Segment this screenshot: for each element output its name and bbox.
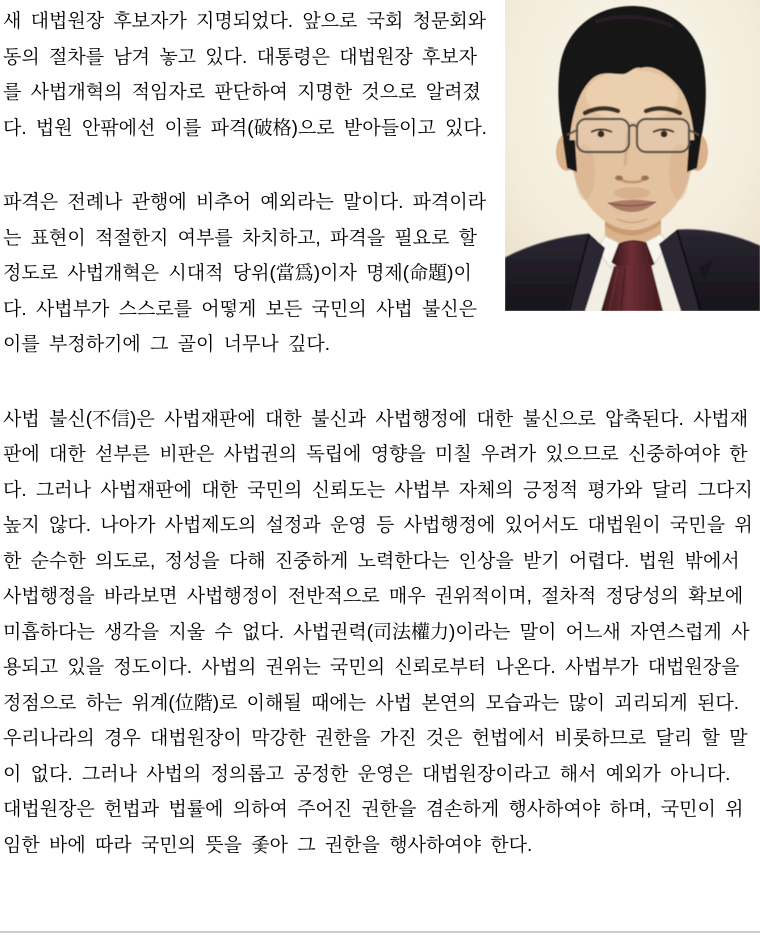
article-paragraph-1: 새 대법원장 후보자가 지명되었다. 앞으로 국회 청문회와 동의 절차를 남겨 놓고 있다. 대통령은 대법원장 후보자를 사법개혁의 적임자로 판단하여 지명한 것으로 알려졌다. 법원 안팎에선 이를 파격(破格)으로 받아들이고 있다. xyxy=(3,11,487,139)
portrait-photo-illustration xyxy=(505,0,760,311)
article-paragraph-3: 사법 불신(不信)은 사법재판에 대한 불신과 사법행정에 대한 불신으로 압축된다. 사법재판에 대한 섣부른 비판은 사법권의 독립에 영향을 미칠 우려가 있으므로 신중하여야 한다. 그러나 사법재판에 대한 국민의 신뢰도는 사법부 자체의 긍정적 평가와 달리 그다지 높지 않다. 나아가 사법제도의 설정과 운영 등 사법행정에 있어서도 대법원이 국민을 위한 순수한 의도로, 정성을 다해 진중하게 노력한다는 인상을 받기 어렵다. 법원 밖에서 사법행정을 바라보면 사법행정이 전반적으로 매우 권위적이며, 절차적 정당성의 확보에 미흡하다는 생각을 지울 수 없다. 사법권력(司法權力)이라는 말이 어느새 자연스럽게 사용되고 있을 정도이다. 사법의 권위는 국민의 신뢰로부터 나온다. 사법부가 대법원장을 정점으로 하는 위계(位階)로 이해될 때에는 사법 본연의 모습과는 많이 괴리되게 된다. 우리나라의 경우 대법원장이 막강한 권한을 가진 것은 헌법에서 비롯하므로 달리 할 말이 없다. 그러나 사법의 정의롭고 공정한 운영은 대법원장이라고 해서 예외가 아니다. 대법원장은 헌법과 법률에 의하여 주어진 권한을 겸손하게 행사하여야 하며, 국민이 위임한 바에 따라 국민의 뜻을 좇아 그 권한을 행사하여야 한다. xyxy=(3,408,753,856)
nominee-portrait-photo xyxy=(505,0,760,311)
article-paragraph-2: 파격은 전례나 관행에 비추어 예외라는 말이다. 파격이라는 표현이 적절한지 여부를 차치하고, 파격을 필요로 할 정도로 사법개혁은 시대적 당위(當爲)이자 명제(命題)이다. 사법부가 스스로를 어떻게 보든 국민의 사법 불신은 이를 부정하기에 그 골이 너무나 깊다. xyxy=(3,192,487,355)
bottom-divider xyxy=(0,931,760,933)
